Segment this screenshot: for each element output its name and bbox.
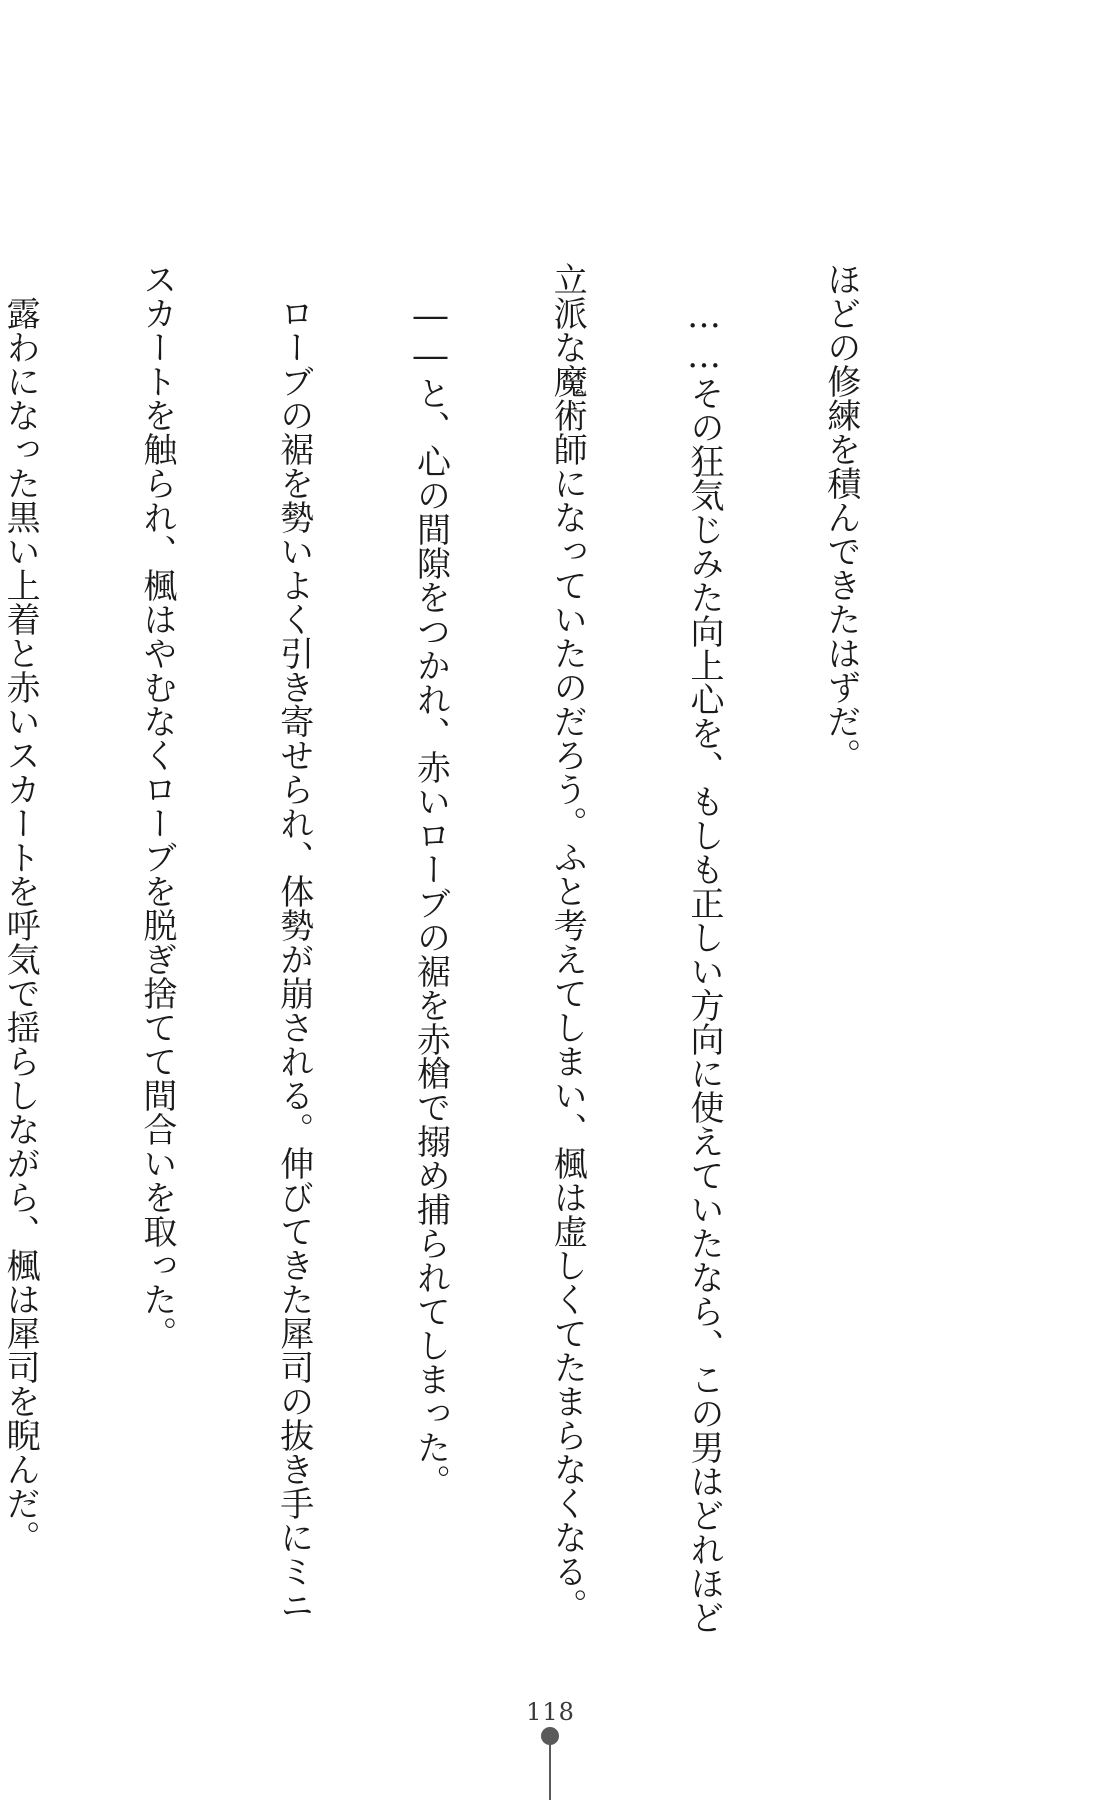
page-footer — [0, 1698, 1101, 1726]
page-marker-dot-icon — [541, 1727, 559, 1745]
text-line: ほどの修練を積んできたはずだ。 — [820, 262, 861, 772]
text-line: 露わになった黒い上着と赤いスカートを呼気で揺らしながら、楓は犀司を睨んだ。 — [0, 262, 41, 1554]
text-line: ……その狂気じみた向上心を、もしも正しい方向に使えていたなら、この男はどれほど — [684, 262, 725, 1634]
vertical-body-text — [0, 262, 954, 1634]
page-marker-line — [549, 1744, 551, 1800]
text-line: 立派な魔術師になっていたのだろう。ふと考えてしまい、楓は虚しくてたまらなくなる。 — [547, 262, 588, 1622]
text-line: ローブの裾を勢いよく引き寄せられ、体勢が崩される。伸びてきた犀司の抜き手にミニ — [273, 262, 314, 1622]
text-line: スカートを触られ、楓はやむなくローブを脱ぎ捨てて間合いを取った。 — [136, 262, 177, 1350]
text-line: ――と、心の間隙をつかれ、赤いローブの裾を赤槍で搦め捕られてしまった。 — [410, 262, 451, 1498]
page-number: 118 — [526, 1698, 575, 1726]
